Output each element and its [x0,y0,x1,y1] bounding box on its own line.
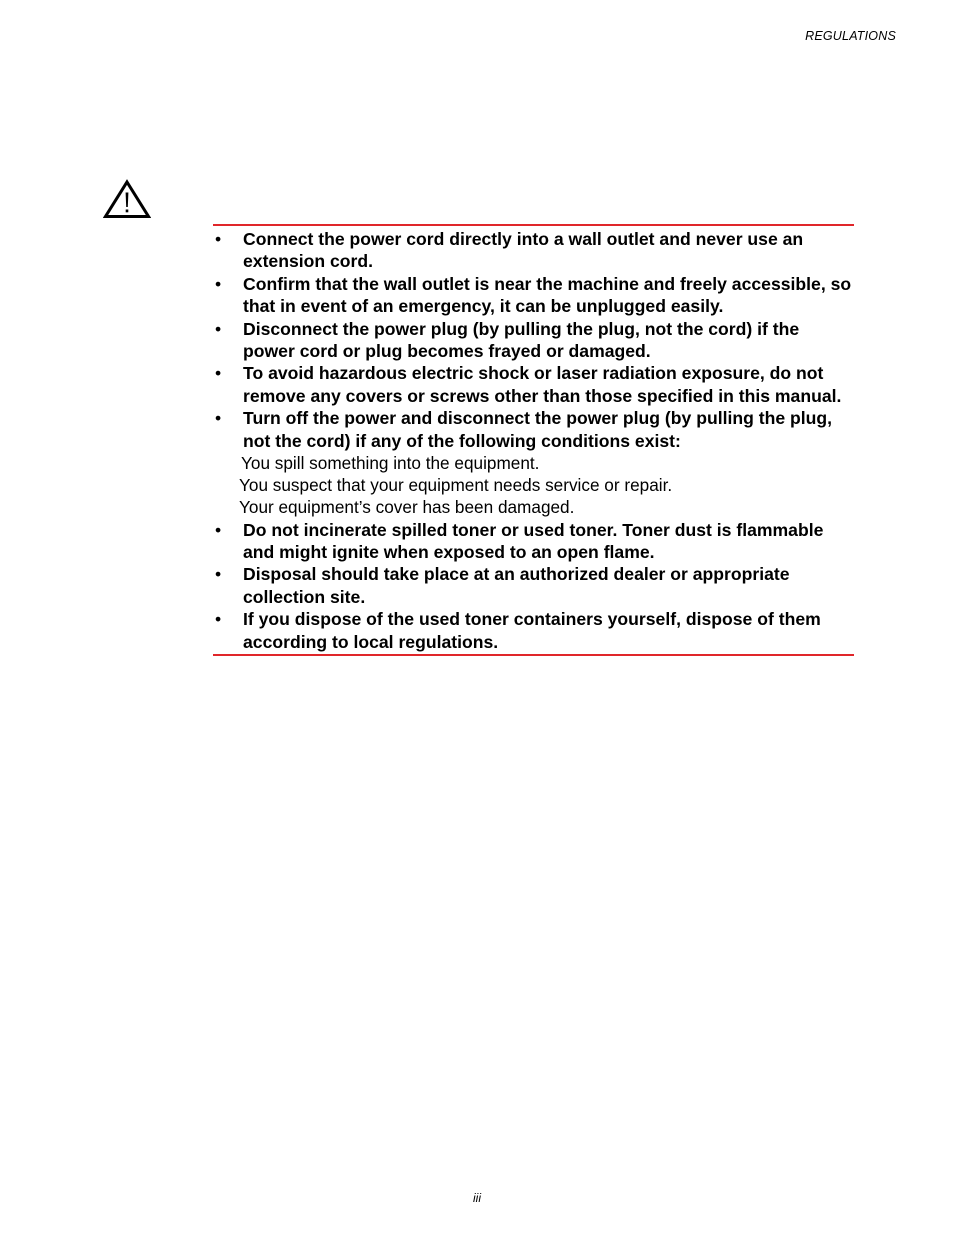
list-item [213,228,854,273]
warning-triangle-icon [103,179,151,219]
bullet: • [215,363,222,384]
item-text: If you dispose of the used toner containers yourself, dispose of them according to local regulations. [243,609,821,652]
item-text: Turn off the power and disconnect the power plug (by pulling the plug, not the cord) if any of the following conditions exist: [243,408,833,451]
item-text: Connect the power cord directly into a wall outlet and never use an extension cord. [243,229,804,272]
item-text: Confirm that the wall outlet is near the machine and freely accessible, so that in event of an emergency, it can be unplugged easily. [243,273,852,317]
warning-list [213,228,854,653]
list-item [213,608,854,653]
running-header: REGULATIONS [805,29,896,43]
list-item [213,318,854,363]
bullet: • [215,408,222,429]
condition-item: You spill something into the equipment. [241,453,540,474]
item-text: Do not incinerate spilled toner or used toner. Toner dust is flammable and might ignite when exposed to an open flame. [243,519,824,563]
warning-box [213,224,854,656]
bullet: • [215,564,222,585]
item-text: To avoid hazardous electric shock or laser radiation exposure, do not remove any covers or screws other than those specified in this manual. [243,363,842,406]
list-item [213,563,854,608]
bullet: • [215,519,222,540]
bullet: • [215,273,222,294]
item-text: Disconnect the power plug (by pulling the plug, not the cord) if the power cord or plug becomes frayed or damaged. [243,318,800,362]
condition-item: You suspect that your equipment needs service or repair. [239,475,673,496]
list-item [213,362,854,407]
bullet: • [215,609,222,630]
list-item [213,407,854,518]
bullet: • [215,318,222,339]
page-number: iii [473,1191,481,1205]
list-item [213,519,854,564]
item-text: Disposal should take place at an authorized dealer or appropriate collection site. [243,564,790,607]
condition-item: Your equipment’s cover has been damaged. [239,497,575,518]
bullet: • [215,229,222,249]
list-item [213,273,854,318]
